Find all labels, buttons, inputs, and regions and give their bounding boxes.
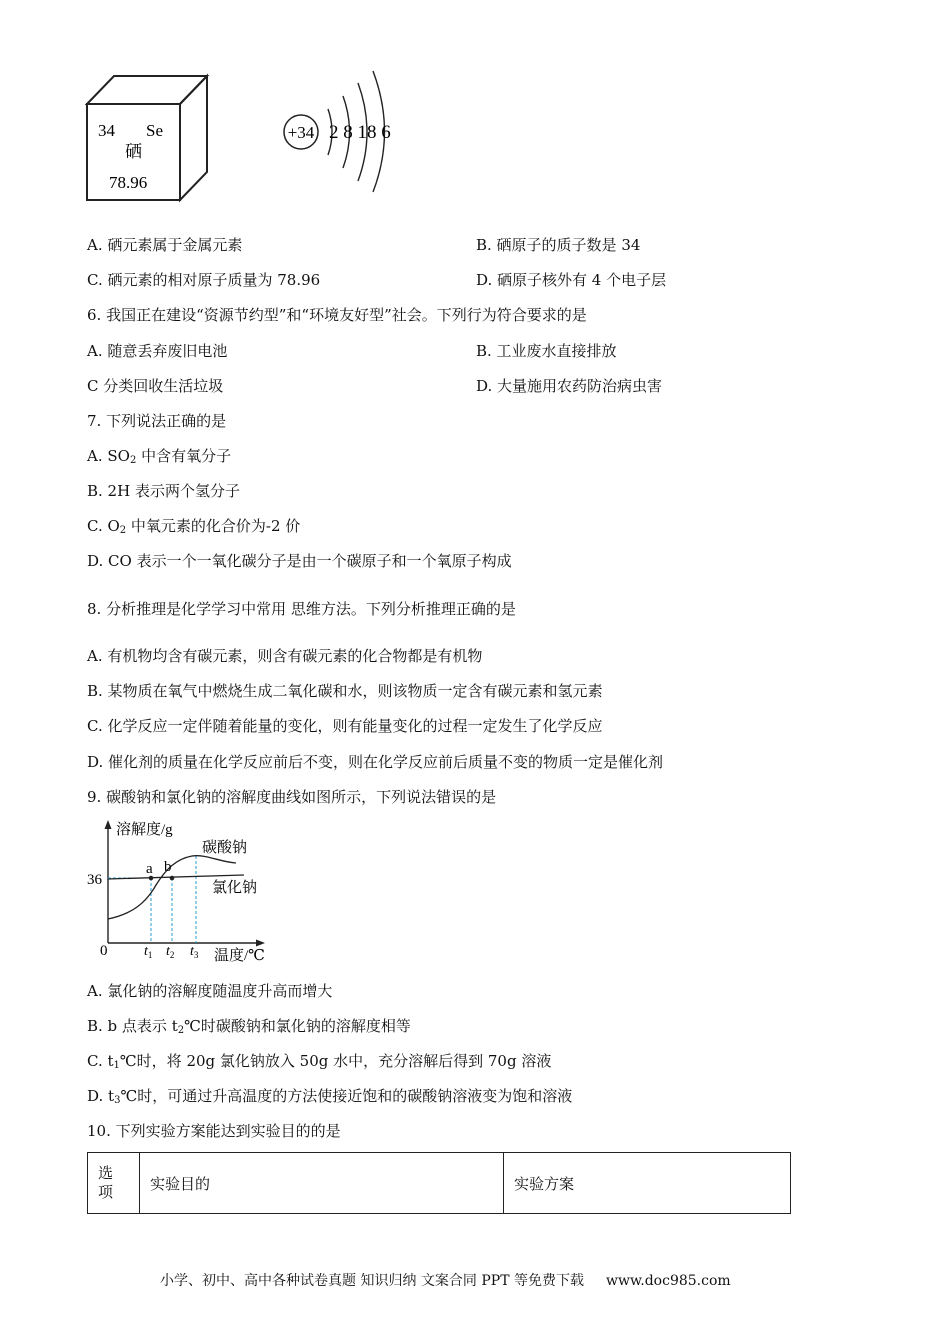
atomic-mass: 78.96: [109, 173, 148, 192]
graph-xlabel: 温度/℃: [214, 948, 265, 964]
q8-option-a: A. 有机物均含有碳元素，则含有碳元素的化合物都是有机物: [87, 647, 483, 665]
point-a-label: a: [146, 861, 153, 877]
curve-label-nacl: 氯化钠: [212, 880, 258, 896]
q9-stem: 9. 碳酸钠和氯化钠的溶解度曲线如图所示，下列说法错误的是: [87, 788, 497, 806]
q7-option-d: D. CO 表示一个一氧化碳分子是由一个碳原子和一个氧原子构成: [87, 552, 512, 570]
q7-option-c: C. $O_2$ 中氧元素的化合价为-2 价: [87, 517, 301, 536]
page-footer: [160, 1270, 731, 1290]
q6-option-b: B. 工业废水直接排放: [476, 342, 617, 360]
graph-ylabel: 溶解度/g: [116, 822, 173, 838]
q6-option-c: C 分类回收生活垃圾: [87, 377, 224, 395]
q5-option-d: D. 硒原子核外有 4 个电子层: [476, 271, 667, 289]
nucleus-charge: +34: [287, 123, 315, 142]
element-symbol: Se: [146, 121, 163, 140]
table-header-option: 选 项: [88, 1153, 140, 1214]
table-header-purpose: 实验目的: [140, 1153, 504, 1214]
q9-option-d: D. $t_3℃$时，可通过升高温度的方法使接近饱和的碳酸钠溶液变为饱和溶液: [87, 1087, 573, 1106]
q10-stem: 10. 下列实验方案能达到实验目的的是: [87, 1122, 341, 1140]
graph-ytick-36: 36: [87, 872, 102, 888]
q9-option-c: C. $t_1℃$时，将 20g 氯化钠放入 50g 水中，充分溶解后得到 70g 溶液: [87, 1052, 552, 1071]
graph-tick-t2: $t_2$: [166, 944, 175, 960]
q7-option-b: B. 2H 表示两个氢分子: [87, 482, 240, 500]
graph-origin: 0: [100, 943, 108, 959]
q9-option-a: A. 氯化钠的溶解度随温度升高而增大: [87, 982, 333, 1000]
q10-table: [87, 1152, 791, 1214]
q7-option-a: A. $SO_2$ 中含有氧分子: [87, 447, 232, 466]
footer-text: 小学、初中、高中各种试卷真题 知识归纳 文案合同 PPT 等免费下载: [160, 1273, 584, 1289]
q6-option-a: A. 随意丢弃废旧电池: [87, 342, 228, 360]
q8-stem: 8. 分析推理是化学学习中常用 思维方法。下列分析推理正确的是: [87, 600, 516, 618]
table-header-row: [88, 1153, 791, 1214]
element-name: 硒: [125, 142, 142, 161]
q6-option-d: D. 大量施用农药防治病虫害: [476, 377, 663, 395]
q8-option-b: B. 某物质在氧气中燃烧生成二氧化碳和水，则该物质一定含有碳元素和氢元素: [87, 682, 603, 700]
curve-label-na2co3: 碳酸钠: [202, 840, 248, 856]
q5-option-b: B. 硒原子的质子数是 34: [476, 236, 641, 254]
atom-structure-diagram: [280, 65, 410, 195]
table-header-plan: 实验方案: [504, 1153, 791, 1214]
q8-option-d: D. 催化剂的质量在化学反应前后不变，则在化学反应前后质量不变的物质一定是催化剂: [87, 753, 664, 771]
q6-stem: 6. 我国正在建设“资源节约型”和“环境友好型”社会。下列行为符合要求的是: [87, 306, 587, 324]
point-b-label: b: [164, 859, 172, 875]
q9-option-b: B. b 点表示 $t_2℃$时碳酸钠和氯化钠的溶解度相等: [87, 1017, 411, 1036]
graph-tick-t1: $t_1$: [144, 944, 153, 960]
footer-url[interactable]: www.doc985.com: [605, 1273, 731, 1289]
element-card: [80, 70, 215, 205]
solubility-graph: [84, 815, 279, 967]
graph-tick-t3: $t_3$: [190, 944, 199, 960]
q7-stem: 7. 下列说法正确的是: [87, 412, 227, 430]
q5-option-c: C. 硒元素的相对原子质量为 78.96: [87, 271, 321, 289]
q5-option-a: A. 硒元素属于金属元素: [87, 236, 243, 254]
electron-shells: 2 8 18 6: [329, 122, 391, 143]
atomic-number: 34: [98, 121, 115, 140]
q8-option-c: C. 化学反应一定伴随着能量的变化，则有能量变化的过程一定发生了化学反应: [87, 717, 603, 735]
